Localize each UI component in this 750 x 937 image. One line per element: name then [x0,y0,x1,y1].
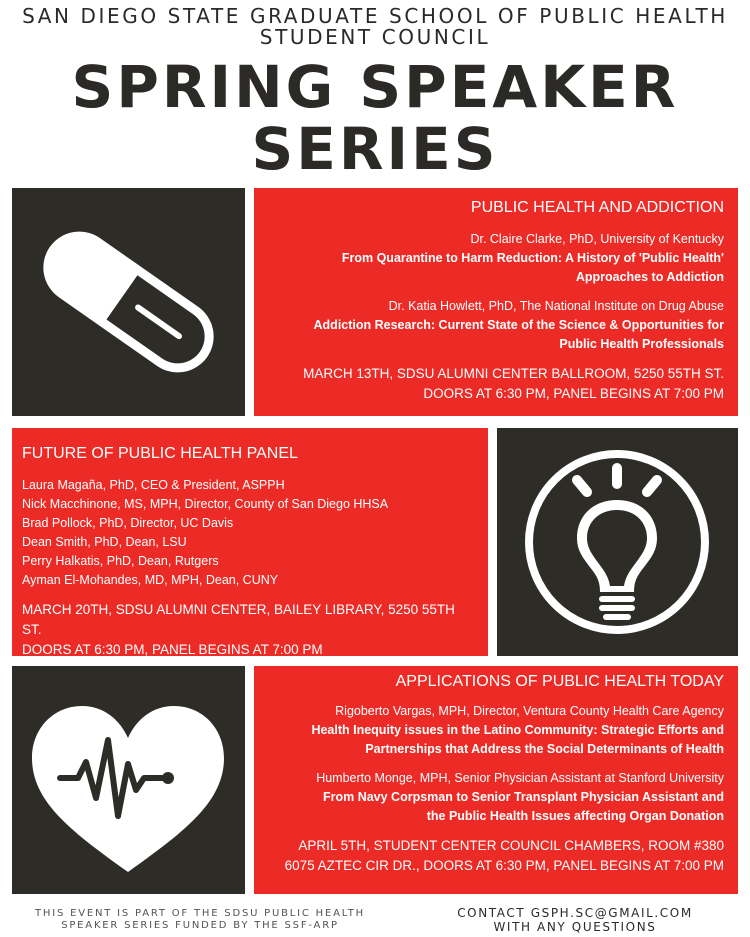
panelist-name: Nick Macchinone, MS, MPH, Director, County of San Diego HHSA [22,497,389,511]
panelist-name: Laura Magaña, PhD, CEO & President, ASPPH [22,478,285,492]
title-line-1: SPRING SPEAKER [71,53,679,121]
page-title [0,53,750,183]
panelist-name: Brad Pollock, PhD, Director, UC Davis [22,516,234,530]
session-applications [254,666,738,894]
pill-icon-panel [12,188,245,416]
talk-title-line: Addiction Research: Current State of the Science & Opportunities for [313,318,724,332]
lightbulb-icon-panel [497,428,738,656]
panelist-name: Dean Smith, PhD, Dean, LSU [22,535,187,549]
venue-line: DOORS AT 6:30 PM, PANEL BEGINS AT 7:00 PM [423,386,724,401]
speaker-name: Rigoberto Vargas, MPH, Director, Ventura County Health Care Agency [335,704,724,718]
funding-note [30,908,370,932]
speaker-name: Dr. Katia Howlett, PhD, The National Institute on Drug Abuse [388,299,724,313]
organization-name [0,6,750,48]
talk-title-line: Partnerships that Address the Social Determinants of Health [365,742,724,756]
speaker-name: Humberto Monge, MPH, Senior Physician Assistant at Stanford University [316,771,724,785]
session-future-panel [12,428,488,656]
funding-line-2: SPEAKER SERIES FUNDED BY THE SSF-ARP [61,920,339,931]
venue-line: MARCH 13TH, SDSU ALUMNI CENTER BALLROOM, 5250 55TH ST. [303,366,724,381]
session-addiction [254,188,738,416]
lightbulb-icon [497,428,738,656]
heartbeat-icon [12,666,245,894]
venue-line: 6075 AZTEC CIR DR., DOORS AT 6:30 PM, PANEL BEGINS AT 7:00 PM [284,858,724,873]
session-heading: PUBLIC HEALTH AND ADDICTION [470,199,724,216]
session-heading: APPLICATIONS OF PUBLIC HEALTH TODAY [395,673,724,690]
panelist-name: Perry Halkatis, PhD, Dean, Rutgers [22,554,219,568]
pill-icon [12,188,245,416]
title-line-2: SERIES [251,115,499,183]
session-heading: FUTURE OF PUBLIC HEALTH PANEL [22,445,298,462]
talk-title-line: Health Inequity issues in the Latino Community: Strategic Efforts and [311,723,724,737]
venue-line: APRIL 5TH, STUDENT CENTER COUNCIL CHAMBERS, ROOM #380 [298,838,724,853]
panelist-name: Ayman El-Mohandes, MD, MPH, Dean, CUNY [22,573,279,587]
venue-line: DOORS AT 6:30 PM, PANEL BEGINS AT 7:00 PM [22,642,323,657]
speaker-name: Dr. Claire Clarke, PhD, University of Kentucky [470,232,724,246]
talk-title-line: Approaches to Addiction [575,270,724,284]
talk-title-line: Public Health Professionals [559,337,724,351]
organization-line-1: SAN DIEGO STATE GRADUATE SCHOOL OF PUBLIC HEALTH [22,4,728,28]
talk-title-line: the Public Health Issues affecting Organ Donation [426,809,724,823]
talk-title-line: From Quarantine to Harm Reduction: A History of 'Public Health' [341,251,724,265]
venue-line: MARCH 20TH, SDSU ALUMNI CENTER, BAILEY LIBRARY, 5250 55TH ST. [22,602,455,637]
funding-line-1: THIS EVENT IS PART OF THE SDSU PUBLIC HEALTH [35,908,365,919]
contact-line-1[interactable]: CONTACT GSPH.SC@GMAIL.COM [457,906,693,920]
contact-note [430,906,720,934]
heartbeat-icon-panel [12,666,245,894]
organization-line-2: STUDENT COUNCIL [259,25,491,49]
talk-title-line: From Navy Corpsman to Senior Transplant Physician Assistant and [322,790,724,804]
contact-line-2: WITH ANY QUESTIONS [493,920,657,934]
